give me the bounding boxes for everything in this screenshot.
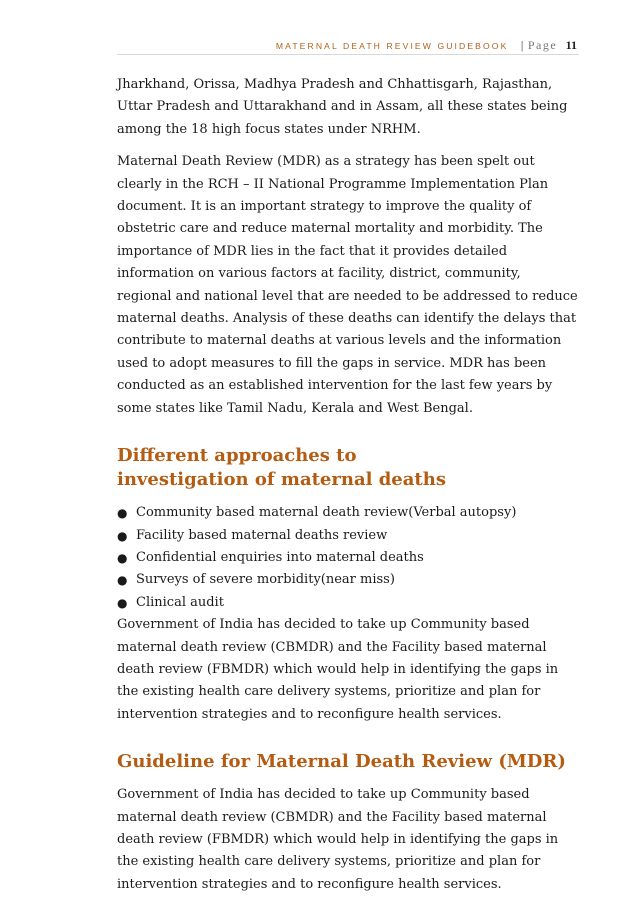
paragraph-states: Jharkhand, Orissa, Madhya Pradesh and Chhattisgarh, Rajasthan, Uttar Pradesh and Uttarakhand and in Assam, all these states being among the 18 high focus states under NRHM. — [117, 77, 568, 137]
list-item: ● Confidential enquiries into maternal deaths — [117, 547, 579, 569]
list-item: ● Surveys of severe morbidity(near miss) — [117, 569, 579, 591]
guidebook-title: MATERNAL DEATH REVIEW GUIDEBOOK — [275, 41, 509, 51]
page-body — [117, 74, 579, 906]
bullet-icon: ● — [117, 595, 128, 610]
header-rule — [117, 54, 579, 55]
approaches-list — [117, 502, 579, 614]
bullet-icon: ● — [117, 550, 128, 565]
paragraph-mdr-strategy: Maternal Death Review (MDR) as a strategy has been spelt out clearly in the RCH – II National Programme Implementation Plan document. It is an important strategy to improve the quality of obstetric care and reduce maternal mortality and morbidity. The importance of MDR lies in the fact that it provides detailed information on various factors at facility, district, community, regional and national level that are needed to be addressed to reduce maternal deaths. Analysis of these deaths can identify the delays that contribute to maternal deaths at various levels and the information used to adopt measures to fill the gaps in service. MDR has been conducted as an established intervention for the last few years by some states like Tamil Nadu, Kerala and West Bengal. — [117, 154, 578, 416]
paragraph-goi-decision: Government of India has decided to take up Community based maternal death review (CBMDR) and the Facility based maternal death review (FBMDR) which would help in identifying the gaps in the existing health care delivery systems, prioritize and plan for intervention strategies and to reconfigure health services. — [117, 617, 559, 722]
page-header — [117, 38, 577, 53]
bullet-icon: ● — [117, 528, 128, 543]
list-item: ● Clinical audit — [117, 592, 579, 614]
page-word: Page — [527, 38, 558, 52]
bullet-icon: ● — [117, 506, 128, 521]
list-item: ● Facility based maternal deaths review — [117, 525, 579, 547]
page-number: 11 — [565, 38, 577, 52]
header-separator: | — [520, 38, 524, 52]
heading-guideline: Guideline for Maternal Death Review (MDR) — [117, 751, 566, 773]
paragraph-goi-decision-repeat: Government of India has decided to take up Community based maternal death review (CBMDR) and the Facility based maternal death review (FBMDR) which would help in identifying the gaps in the existing health care delivery systems, prioritize and plan for intervention strategies and to reconfigure health services. — [117, 787, 559, 892]
list-item: ● Community based maternal death review(Verbal autopsy) — [117, 502, 579, 524]
heading-approaches: Different approaches to investigation of maternal deaths — [117, 445, 446, 491]
bullet-icon: ● — [117, 573, 128, 588]
